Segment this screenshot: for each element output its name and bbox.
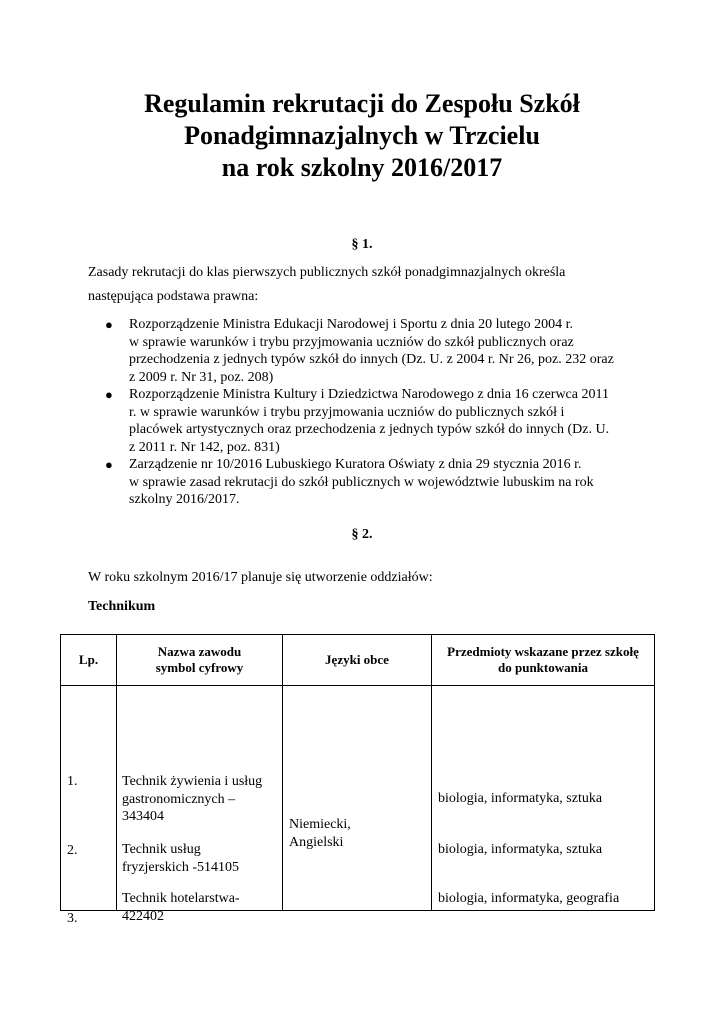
profession-line: fryzjerskich -514105 [122,859,240,875]
row-number: 2. [67,843,78,858]
table-row [61,686,655,911]
profession-line: 422402 [122,908,164,924]
header-languages: Języki obce [283,635,432,686]
header-profession [117,635,283,686]
row-number: 3. [67,911,78,926]
legal-basis-line: z 2011 r. Nr 142, poz. 831) [129,439,280,455]
bullet-icon: ● [105,457,113,472]
header-subjects-line: Przedmioty wskazane przez szkołę [447,644,639,659]
bullet-icon: ● [105,317,113,332]
profession-line: 343404 [122,809,164,824]
bullet-icon: ● [105,387,113,402]
header-lp: Lp. [61,635,117,686]
section-2-intro: W roku szkolnym 2016/17 planuje się utworzenie oddziałów: [88,570,433,585]
languages-line: Angielski [289,834,344,850]
subjects-entry: biologia, informatyka, geografia [438,891,620,906]
legal-basis-item [88,386,648,456]
header-subjects-line: do punktowania [498,660,588,675]
header-subjects [432,635,655,686]
legal-basis-line: z 2009 r. Nr 31, poz. 208) [129,369,274,385]
legal-basis-line: przechodzenia z jednych typów szkół do innych (Dz. U. z 2004 r. Nr 26, poz. 232 oraz [129,352,614,367]
title-line-2: Ponadgimnazjalnych w Trzcielu [184,121,540,150]
technikum-heading: Technikum [88,599,156,614]
profession-entry [122,890,240,925]
subjects-cell [432,686,655,911]
languages-entry [289,816,351,851]
legal-basis-line: Zarządzenie nr 10/2016 Lubuskiego Kuratora Oświaty z dnia 29 stycznia 2016 r. [129,457,582,472]
title-line-3: na rok szkolny 2016/2017 [221,153,503,182]
legal-basis-line: r. w sprawie warunków i trybu przyjmowania uczniów do publicznych szkół i [129,404,565,420]
subjects-entry: biologia, informatyka, sztuka [438,842,603,857]
profession-line: gastronomicznych – [122,791,236,807]
profession-entry [122,841,239,876]
legal-basis-item [88,316,648,386]
legal-basis-line: szkolny 2016/2017. [129,492,240,507]
header-profession-line: symbol cyfrowy [155,660,244,675]
lp-cell [61,686,117,926]
subjects-entry: biologia, informatyka, sztuka [438,791,603,806]
legal-basis-line: Rozporządzenie Ministra Kultury i Dziedzictwa Narodowego z dnia 16 czerwca 2011 [129,387,609,402]
profession-line: Technik usług [122,842,201,857]
profession-entry [122,773,262,826]
title-line-1: Regulamin rekrutacji do Zespołu Szkół [144,89,580,118]
classes-table [60,634,655,926]
legal-basis-line: placówek artystycznych oraz przechodzenia z jednych typów szkół do innych (Dz. U. [129,422,610,437]
legal-basis-line: Rozporządzenie Ministra Edukacji Narodowej i Sportu z dnia 20 lutego 2004 r. [129,317,574,332]
legal-basis-line: w sprawie warunków i trybu przyjmowania uczniów do szkół publicznych oraz [129,334,574,350]
section-1-intro-line-1: Zasady rekrutacji do klas pierwszych publicznych szkół ponadgimnazjalnych określa [88,265,566,280]
profession-cell [117,686,283,924]
legal-basis-list [88,316,648,509]
section-1-mark: § 1. [351,237,373,252]
section-2-mark: § 2. [351,527,373,542]
document-title [60,88,664,184]
profession-line: Technik hotelarstwa- [122,891,240,906]
row-number: 1. [67,774,78,789]
legal-basis-line: w sprawie zasad rekrutacji do szkół publicznych w województwie lubuskim na rok [129,474,594,490]
languages-cell [283,686,432,911]
section-1-intro-line-2: następująca podstawa prawna: [88,289,259,304]
header-profession-line: Nazwa zawodu [157,644,242,659]
table-header-row [61,635,655,686]
legal-basis-item [88,456,648,509]
profession-line: Technik żywienia i usług [122,774,263,789]
languages-line: Niemiecki, [289,817,351,832]
